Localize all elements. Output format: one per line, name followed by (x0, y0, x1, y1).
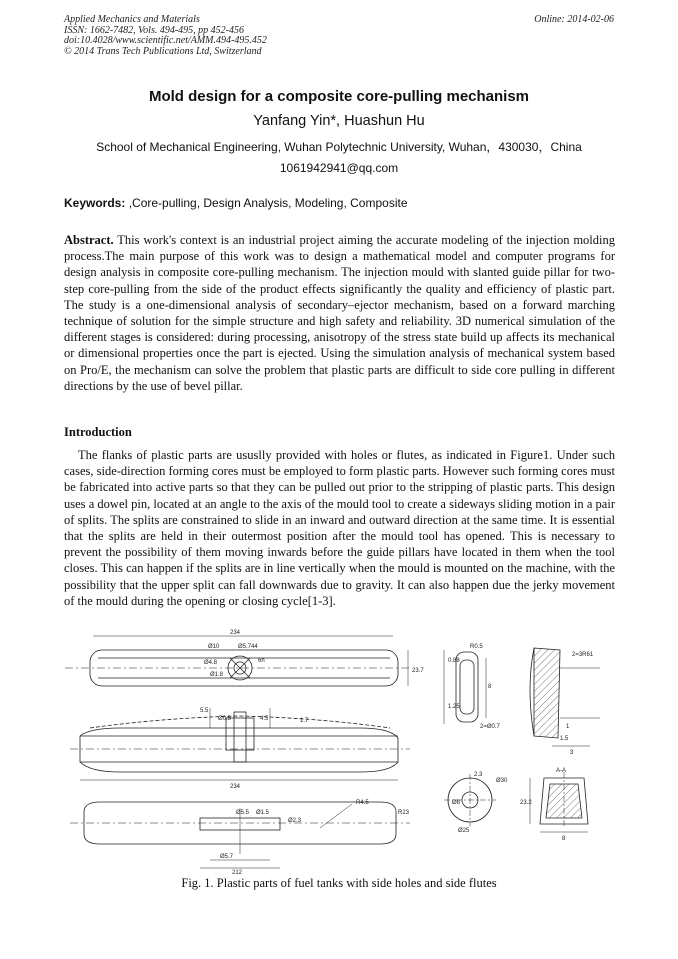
dim-d2-d: 5.5 (200, 708, 209, 714)
dim-s1-a: 0.88 (448, 658, 460, 664)
dim-d2-c: 1.7 (300, 718, 309, 724)
dim-height-1: 23.7 (412, 668, 424, 674)
dim-c5: 6h (258, 658, 265, 664)
dim-width-1: 234 (230, 630, 241, 636)
dim-d3-c: Ø2.3 (288, 818, 302, 824)
dim-c4: Ø1.8 (210, 672, 224, 678)
dim-d2-b: 4.5 (260, 716, 269, 722)
dim-s1-b: 1.25 (448, 704, 460, 710)
detail-circle-view (444, 772, 508, 834)
copyright-line: © 2014 Trans Tech Publications Ltd, Switzerland (64, 45, 262, 57)
dim-d3-b: Ø1.5 (256, 810, 270, 816)
detail-aa-section (520, 768, 588, 842)
dim-d2-width: 234 (230, 784, 241, 790)
figure-caption: Fig. 1. Plastic parts of fuel tanks with side holes and side flutes (181, 876, 497, 890)
dim-s2-r: 2=3R61 (572, 652, 594, 658)
dim-s1-c: 8 (488, 684, 492, 690)
dim-s2-a: 1 (566, 724, 570, 730)
dim-d3-sub: Ø5.7 (220, 854, 234, 860)
dim-d3-width: 212 (232, 870, 243, 874)
detail-slot-view (444, 644, 501, 730)
dim-s1-d: 2=Ø0.7 (480, 724, 500, 730)
keywords-line (64, 196, 408, 210)
email: 1061942941@qq.com (279, 161, 399, 175)
keywords-text: ,Core-pulling, Design Analysis, Modeling, Composite (125, 196, 408, 210)
online-date: Online: 2014-02-06 (534, 14, 614, 25)
intro-heading: Introduction (64, 425, 132, 439)
dim-s4-h: 23.2 (520, 800, 532, 806)
keywords-label: Keywords: (64, 196, 126, 210)
issn-line: ISSN: 1662-7482, Vols. 494-495, pp 452-456 (64, 24, 244, 36)
dim-d3-r: R4.5 (356, 800, 369, 806)
abstract-text: This work's context is an industrial project aiming the accurate modeling of the injection molding process.The main purpose of this work was to design a mathematical model and computer programs for design analysis in composite core-pulling mechanism. The injection mould with slanted guide pillar for two-step core-pulling from the side of the product effects significantly the quality and efficiency of plastic part. The study is a one-dimensional analysis of secondary–ejector mechanism, based on a forward marching technique of solution for the simple structure and high safety and reliability. 3D numerical simulation of the different stages is considered: during processing, anisotropy of the stress state build up affects its mechanical or dimensional properties once the part is ejected. Using the simulation analysis of mechanical system based on Pro/E, the mechanism can solve the problem that plastic parts are difficult to side core pulling in different directions by the use of bevel pillar. (64, 233, 615, 393)
authors: Yanfang Yin*, Huashun Hu (253, 113, 425, 129)
dim-s3-b: Ø25 (458, 828, 470, 834)
dim-s4-top: A-A (556, 768, 567, 774)
figure-1-drawings (60, 628, 616, 874)
abstract-label: Abstract. (64, 233, 114, 247)
detail-section-view (530, 648, 600, 756)
paper-title: Mold design for a composite core-pulling mechanism (148, 88, 530, 105)
dim-c2: Ø5.744 (238, 644, 258, 650)
abstract-paragraph (64, 232, 615, 394)
dim-c3: Ø4.8 (204, 660, 218, 666)
intro-paragraph: The flanks of plastic parts are ususlly provided with holes or flutes, as indicated in Figure1. Under such cases, side-direction forming cores must be employed to form plastic parts. However such forming cores must be fabricated into active parts so that they can be pulled out prior to the stripping of plastic parts. This design uses a dowel pin, located at an angle to the axis of the mould tool to create a sideways sliding motion in a pair of splits. The splits are constrained to slide in an inward and outward direction at the same time. It is essential that the splits are held in their outermost position after the mould tool has opened. This is necessary to prevent the possibility of them moving inwards before the guide pillars have located in them when the tool closes. This can happen if the splits are in line vertically when the mould is mounted on the machine, with the possibility that the upper split can fall downwards due to gravity. It can also happen due the jerky movement of the mould during the opening or closing cycle[1-3]. (64, 448, 615, 608)
dim-s3-c: Ø8 (452, 800, 461, 806)
tank-side-view (70, 708, 410, 790)
dim-d3-r2: R23 (398, 810, 410, 816)
dim-s3-a: 2.3 (474, 772, 483, 778)
journal-name: Applied Mechanics and Materials (64, 14, 200, 25)
dim-d3-a: Ø5.5 (236, 810, 250, 816)
dim-s3-d: Ø30 (496, 778, 508, 784)
dim-s1-r: R0.5 (470, 644, 483, 650)
dim-d2-a: Ø0.5 (218, 716, 232, 722)
dim-s2-c: 3 (570, 750, 574, 756)
doi-line: doi:10.4028/www.scientific.net/AMM.494-495.452 (64, 35, 267, 46)
affiliation: School of Mechanical Engineering, Wuhan Polytechnic University, Wuhan，430030，China (96, 140, 582, 154)
dim-c1: Ø10 (208, 644, 220, 650)
running-header-left (64, 15, 267, 57)
tank-top-view (65, 630, 424, 686)
dim-s4-w: 8 (562, 836, 566, 842)
dim-s2-b: 1.5 (560, 736, 569, 742)
tank-bottom-view (70, 800, 410, 874)
